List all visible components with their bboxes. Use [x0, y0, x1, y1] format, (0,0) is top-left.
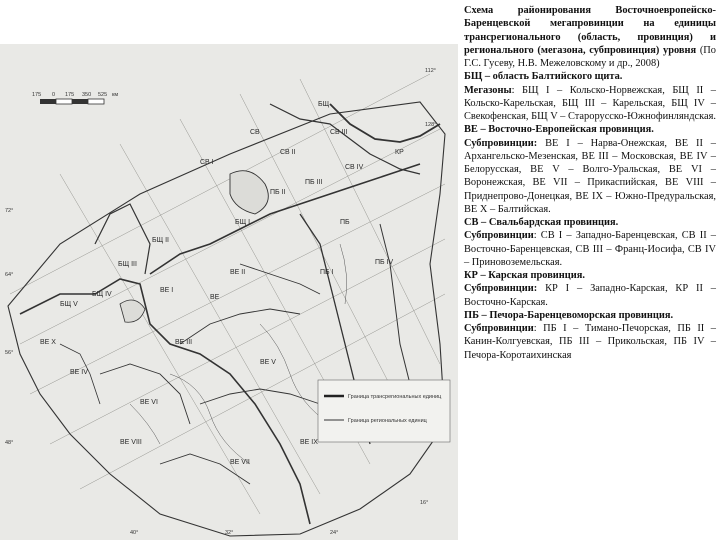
region-label: СВ I [200, 159, 214, 166]
region-label: КР [395, 149, 404, 156]
heading-source: (По Г.С. Гусеву, Н.В. Межеловскому и др., 2008) [464, 44, 717, 69]
region-label: ВЕ VIII [120, 439, 142, 446]
kr-subprov: КР I – Западно-Карская, КР II – Восточно-Карская. [464, 283, 716, 308]
kr-paragraph [464, 269, 716, 282]
region-label: ВЕ V [260, 359, 276, 366]
coord-label: 64° [5, 272, 14, 278]
region-label: СВ III [330, 129, 348, 136]
region-label: ПБ II [270, 189, 286, 196]
sv-paragraph [464, 216, 716, 229]
region-label: БЩ III [118, 261, 137, 268]
region-label: ВЕ I [160, 287, 174, 294]
pb-title: ПБ – Печора-Баренцевоморская провинция. [464, 309, 674, 321]
coord-label: 40° [130, 530, 139, 536]
scale-bar [32, 92, 118, 104]
region-label: ПБ I [320, 269, 334, 276]
region-label: БЩ II [152, 237, 169, 244]
legend-label-transregional: Граница трансрегиональных единиц [348, 394, 442, 400]
scale-label-1: 0 [52, 92, 56, 98]
kr-title: КР – Карская провинция. [464, 270, 585, 281]
pb-subprov: : ПБ I – Тимано-Печорская, ПБ II – Канин-Колгуевская, ПБ III – Прикольская, ПБ IV – Печора-Коротаихинская [464, 323, 716, 361]
scale-label-0: 175 [32, 92, 42, 98]
region-label: БЩ I [235, 219, 251, 226]
sv-subprov-paragraph [464, 229, 716, 269]
region-label: БЩ [318, 101, 330, 108]
bsch-paragraph [464, 70, 716, 83]
region-label: ВЕ X [40, 339, 56, 346]
scale-unit: км [112, 92, 119, 98]
region-label: БЩ V [60, 301, 78, 308]
region-label: СВ II [280, 149, 296, 156]
ve-paragraph [464, 137, 716, 217]
ve-subprov: ВЕ I – Нарва-Онежская, ВЕ II – Архангельско-Мезенская, ВЕ III – Московская, ВЕ IV – Белорусская, ВЕ V – Волго-Уральская, ВЕ VI – Воронежская, ВЕ VII – Прикаспийская, ВЕ VIII – Приднепрово-Донецкая, ВЕ IX – Южно-Предуральская, ВЕ X – Балтийская. [464, 137, 716, 215]
legend-label-regional: Граница региональных единиц [348, 418, 427, 424]
map-svg [0, 44, 458, 540]
region-label: ВЕ II [230, 269, 246, 276]
region-label: БЩ IV [92, 291, 112, 298]
scale-label-3: 350 [82, 92, 92, 98]
region-label: ПБ III [305, 179, 323, 186]
region-label: ПБ IV [375, 259, 394, 266]
region-label: ВЕ III [175, 339, 193, 346]
sv-subprov: : СВ I – Западно-Баренцевская, СВ II – Восточно-Баренцевская, СВ III – Франц-Иосифа, СВ IV – Приновоземельская. [464, 230, 716, 268]
map-legend [318, 380, 450, 442]
coord-label: 24° [330, 530, 339, 536]
heading-paragraph [464, 4, 716, 70]
map-outline [8, 102, 445, 536]
pb-subprov-label: Субпровинции [464, 323, 534, 334]
coord-label: 32° [225, 530, 234, 536]
pb-subprov-paragraph [464, 322, 716, 362]
kr-subprov-label: Субпровинции: [464, 283, 538, 295]
heading: Схема районирования Восточноевропейско-Баренцевской мегапровинции на единицы трансрегионального (область, провинция) и регионального (мегазона, субпровинция) уровня [464, 5, 716, 56]
scale-label-2: 175 [65, 92, 75, 98]
ve-subprov-label: Субпровинции: [464, 137, 538, 149]
region-label: ВЕ IX [300, 439, 318, 446]
scale-label-4: 525 [98, 92, 108, 98]
rivers [130, 244, 347, 464]
bsch-title: БЩ – область Балтийского щита. [464, 71, 623, 83]
kr-subprov-paragraph [464, 282, 716, 309]
pb-paragraph [464, 309, 716, 322]
region-label: СВ [250, 129, 260, 136]
coord-label: 16° [420, 500, 429, 506]
region-label: СВ IV [345, 164, 364, 171]
sv-title: СВ – Свальбардская провинция. [464, 217, 619, 228]
coord-label: 128° [425, 122, 437, 128]
bsch-megazones: : БЩ I – Кольско-Норвежская, БЩ II – Кольско-Карельская, БЩ III – Карельская, БЩ IV – Свекофенская, БЩ V – Старорусско-Южнофинляндская. [464, 84, 716, 122]
region-label: ВЕ VII [230, 459, 250, 466]
region-label: ВЕ [210, 294, 220, 301]
bsch-megazones-paragraph [464, 84, 716, 137]
region-label: ВЕ VI [140, 399, 158, 406]
sv-subprov-label: Субпровинции [464, 230, 534, 242]
coord-label: 72° [5, 208, 14, 214]
region-label: ВЕ IV [70, 369, 88, 376]
coord-label: 48° [5, 440, 14, 446]
coord-label: 56° [5, 350, 14, 356]
coord-label: 112° [425, 68, 436, 74]
region-label: ПБ [340, 219, 350, 226]
description-text [464, 4, 716, 536]
ve-title: ВЕ – Восточно-Европейская провинция. [464, 124, 654, 136]
map-figure [0, 44, 458, 540]
bsch-megazones-label: Мегазоны [464, 84, 512, 96]
